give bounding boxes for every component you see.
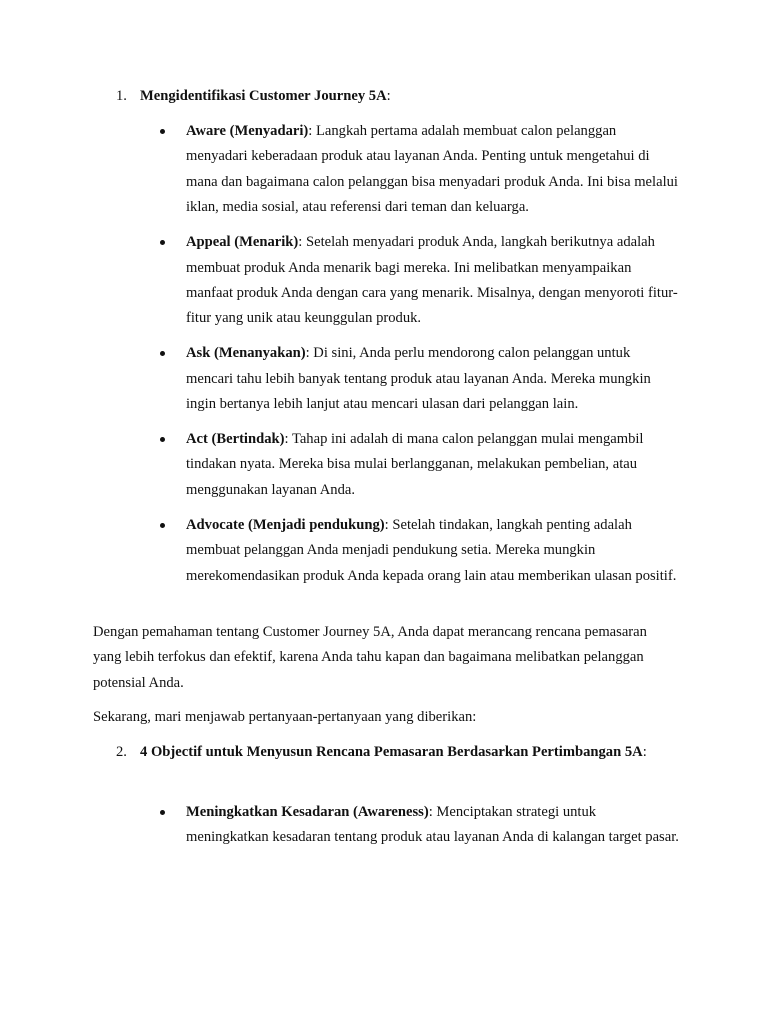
section-1-heading [116, 84, 676, 109]
bullet-text: : Tahap ini adalah di mana calon pelanggan mulai mengambil tindakan nyata. Mereka bisa mulai berlangganan, melakukan pembelian, atau menggunakan layanan Anda. [186, 430, 644, 498]
section-2-title: 4 Objectif untuk Menyusun Rencana Pemasaran Berdasarkan Pertimbangan 5A [140, 744, 643, 760]
section-1-bullet-list [160, 119, 680, 598]
bullet-term: Aware (Menyadari) [186, 123, 309, 139]
bullet-term: Meningkatkan Kesadaran (Awareness) [186, 804, 429, 820]
bullet-dot-icon [160, 240, 165, 245]
bullet-text: : Di sini, Anda perlu mendorong calon pelanggan untuk mencari tahu lebih banyak tentang produk atau layanan Anda. Mereka mungkin ingin bertanya lebih lanjut atau mencari ulasan dari pelanggan lain. [186, 345, 651, 413]
section-1-title-line [140, 84, 660, 109]
bullet-text: : Langkah pertama adalah membuat calon pelanggan menyadari keberadaan produk atau layanan Anda. Penting untuk mengetahui di mana dan bagaimana calon pelanggan bisa menyadari produk Anda. Ini bisa melalui iklan, media sosial, atau referensi dari teman dan keluarga. [186, 123, 678, 216]
section-2-heading [116, 740, 676, 765]
bullet-dot-icon [160, 810, 165, 815]
section-1-number: 1. [116, 88, 127, 104]
section-2-title-line [140, 740, 660, 765]
bullet-dot-icon [160, 523, 165, 528]
list-item [160, 427, 680, 503]
bullet-text: : Setelah tindakan, langkah penting adalah membuat pelanggan Anda menjadi pendukung setia. Mereka mungkin merekomendasikan produk Anda kepada orang lain atau memberikan ulasan positif. [186, 516, 677, 584]
list-item [160, 119, 680, 221]
section-2-colon: : [642, 744, 647, 760]
list-item [160, 341, 680, 417]
bullet-text: : Menciptakan strategi untuk meningkatkan kesadaran tentang produk atau layanan Anda di kalangan target pasar. [186, 804, 679, 846]
section-1-title: Mengidentifikasi Customer Journey 5A [140, 88, 387, 104]
bullet-text: : Setelah menyadari produk Anda, langkah berikutnya adalah membuat produk Anda menarik bagi mereka. Ini melibatkan menyampaikan manfaat produk Anda dengan cara yang menarik. Misalnya, dengan menyoroti fitur-fitur yang unik atau keunggulan produk. [186, 234, 678, 327]
summary-paragraph: Dengan pemahaman tentang Customer Journey 5A, Anda dapat merancang rencana pemasaran yang lebih terfokus dan efektif, karena Anda tahu kapan dan bagaimana melibatkan pelanggan potensial Anda. [93, 624, 647, 691]
bullet-term: Act (Bertindak) [186, 430, 285, 447]
bullet-term: Ask (Menanyakan) [186, 345, 306, 362]
section-2-bullet-list [160, 800, 680, 860]
list-item [160, 513, 680, 589]
section-1-colon: : [386, 88, 391, 104]
intro-paragraph: Sekarang, mari menjawab pertanyaan-pertanyaan yang diberikan: [93, 709, 477, 725]
section-2-number: 2. [116, 744, 127, 760]
bullet-term: Advocate (Menjadi pendukung) [186, 516, 385, 533]
bullet-dot-icon [160, 129, 165, 134]
list-item [160, 230, 680, 332]
bullet-dot-icon [160, 437, 165, 442]
list-item [160, 800, 680, 851]
bullet-term: Appeal (Menarik) [186, 234, 299, 251]
bullet-dot-icon [160, 351, 165, 356]
